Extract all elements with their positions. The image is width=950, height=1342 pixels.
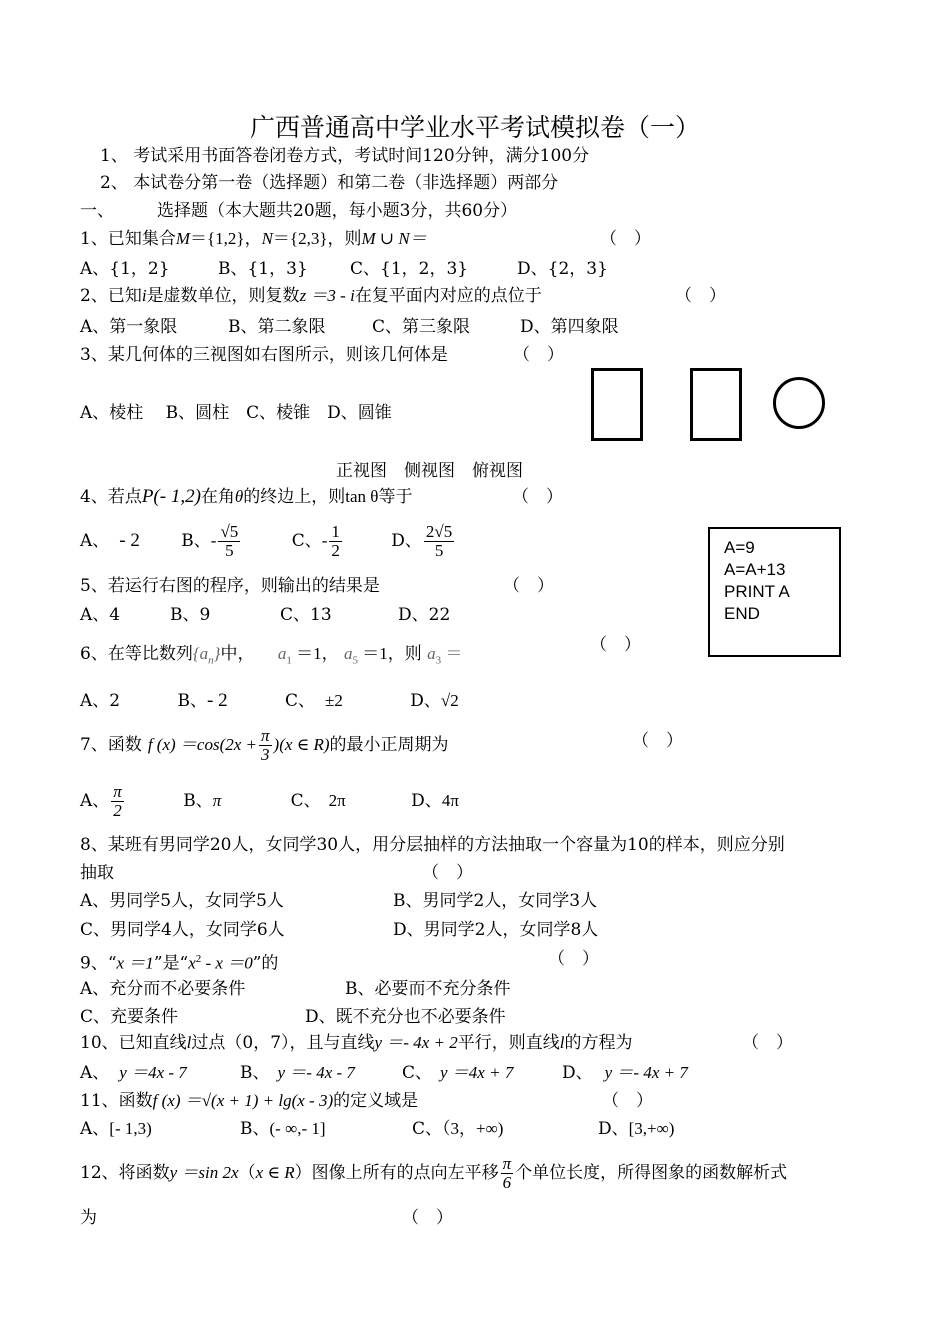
q8-option-a: A、男同学5人，女同学5人 <box>80 891 284 911</box>
q12-stem-line1: 12、将函数y ＝sin 2x（x ∈ R）图像上所有的点向左平移 $\frac{\pi}{6}$ 个单位长度，所得图象的函数解析式 <box>80 1154 788 1192</box>
q4-answer-blank: （ ） <box>512 487 563 507</box>
note-1: 1、 考试采用书面答卷闭卷方式，考试时间120分钟，满分100分 <box>100 146 590 166</box>
q5-option-b: B、9 <box>170 605 211 625</box>
q11-option-d: D、[3,+∞) <box>598 1119 675 1139</box>
q2-option-c: C、第三象限 <box>372 317 471 337</box>
q8-option-b: B、男同学2人，女同学3人 <box>393 891 598 911</box>
section-number: 一、 <box>80 201 114 221</box>
q8-option-c: C、男同学4人，女同学6人 <box>80 920 285 940</box>
q11-option-c: C、（3，+∞) <box>412 1119 504 1139</box>
q11-option-a: A、[- 1,3) <box>80 1119 152 1139</box>
program-box <box>708 527 841 657</box>
q1-option-a: A、{1，2} <box>80 259 170 279</box>
q6-stem: 6、在等比数列$\{a_n\}$中， $a_1 =1$， $a_5 =1$，则 $a_3$ ＝ <box>80 644 463 667</box>
section-heading: 选择题（本大题共20题，每小题3分，共60分） <box>157 201 518 221</box>
q7-stem: 7、函数 f (x) ＝cos(2x + $\frac{\pi}{3}$ )(x ∈ R)的最小正周期为 <box>80 726 449 764</box>
q7-answer-blank: （ ） <box>632 731 683 751</box>
page-title: 广西普通高中学业水平考试模拟卷（一） <box>249 113 700 142</box>
q9-answer-blank: （ ） <box>548 949 599 969</box>
q1-answer-blank: （ ） <box>600 229 651 249</box>
q10-stem: 10、已知直线l过点（0，7），且与直线y ＝- 4x + 2平行，则直线l的方程为 <box>80 1033 633 1053</box>
side-view-rectangle <box>690 368 742 441</box>
q3-answer-blank: （ ） <box>513 345 564 365</box>
q2-answer-blank: （ ） <box>675 286 726 306</box>
q2-option-b: B、第二象限 <box>228 317 326 337</box>
q5-stem: 5、若运行右图的程序，则输出的结果是 <box>80 576 380 596</box>
q9-option-b: B、必要而不充分条件 <box>345 979 511 999</box>
q10-option-b: B、 y ＝- 4x - 7 <box>240 1063 355 1083</box>
front-view-rectangle <box>591 368 643 441</box>
q11-option-b: B、(- ∞,- 1] <box>240 1119 326 1139</box>
q8-option-d: D、男同学2人，女同学8人 <box>393 920 599 940</box>
q10-option-d: D、 y ＝- 4x + 7 <box>562 1063 688 1083</box>
q2-stem: 2、已知i是虚数单位，则复数z ＝3 - i在复平面内对应的点位于 <box>80 286 542 306</box>
q1-option-b: B、{1，3} <box>218 259 308 279</box>
q3-stem: 3、某几何体的三视图如右图所示，则该几何体是 <box>80 345 448 365</box>
q2-option-d: D、第四象限 <box>520 317 619 337</box>
q10-answer-blank: （ ） <box>742 1033 793 1053</box>
q11-stem: 11、函数f (x) ＝√(x + 1) + lg(x - 3)的定义域是 <box>80 1091 419 1111</box>
q9-option-a: A、充分而不必要条件 <box>80 979 246 999</box>
program-line: PRINT A <box>724 582 790 601</box>
q4-options: A、 - 2 B、- $\frac{√5}{5}$ C、- $\frac{1}{2}$ D、 $\frac{2√5}{5}$ <box>80 522 453 560</box>
q8-stem-line1: 8、某班有男同学20人，女同学30人，用分层抽样的方法抽取一个容量为10的样本，则应分别 <box>80 835 785 855</box>
q5-option-a: A、4 <box>80 605 121 625</box>
q8-stem-line2: 抽取 <box>80 863 114 883</box>
q7-options: A、 $\frac{\pi}{2}$ B、π C、 2π D、4π <box>80 782 459 820</box>
q9-option-d: D、既不充分也不必要条件 <box>305 1007 506 1027</box>
q4-stem: 4、若点P(- 1,2)在角θ的终边上，则tan θ等于 <box>80 486 413 507</box>
q1-option-c: C、{1，2，3} <box>350 259 469 279</box>
q5-option-d: D、22 <box>398 605 451 625</box>
note-2: 2、 本试卷分第一卷（选择题）和第二卷（非选择题）两部分 <box>100 173 559 193</box>
q1-stem: 1、已知集合M＝{1,2}，N＝{2,3}，则M ∪ N＝ <box>80 229 427 249</box>
q3-options: A、棱柱 B、圆柱 C、棱锥 D、圆锥 <box>80 403 392 423</box>
q12-stem-line2: 为 <box>80 1208 97 1228</box>
top-view-circle <box>773 377 825 429</box>
program-line: A=A+13 <box>724 560 786 579</box>
q2-option-a: A、第一象限 <box>80 317 178 337</box>
q5-answer-blank: （ ） <box>503 576 554 596</box>
q9-option-c: C、充要条件 <box>80 1007 179 1027</box>
program-line: A=9 <box>724 538 755 557</box>
q6-options: A、2 B、- 2 C、 ±2 D、√2 <box>80 690 459 711</box>
q6-answer-blank: （ ） <box>590 635 641 655</box>
three-view-labels: 正视图 侧视图 俯视图 <box>336 461 523 481</box>
q5-option-c: C、13 <box>280 605 332 625</box>
q9-stem: 9、“x ＝1”是“$x^2 - x =0$”的 <box>80 953 279 974</box>
program-line: END <box>724 604 760 623</box>
q10-option-c: C、 y ＝4x + 7 <box>402 1063 514 1083</box>
q10-option-a: A、 y ＝4x - 7 <box>80 1063 187 1083</box>
q11-answer-blank: （ ） <box>602 1091 653 1111</box>
q8-answer-blank: （ ） <box>422 863 473 883</box>
q1-option-d: D、{2，3} <box>517 259 608 279</box>
q12-answer-blank: （ ） <box>402 1208 453 1228</box>
